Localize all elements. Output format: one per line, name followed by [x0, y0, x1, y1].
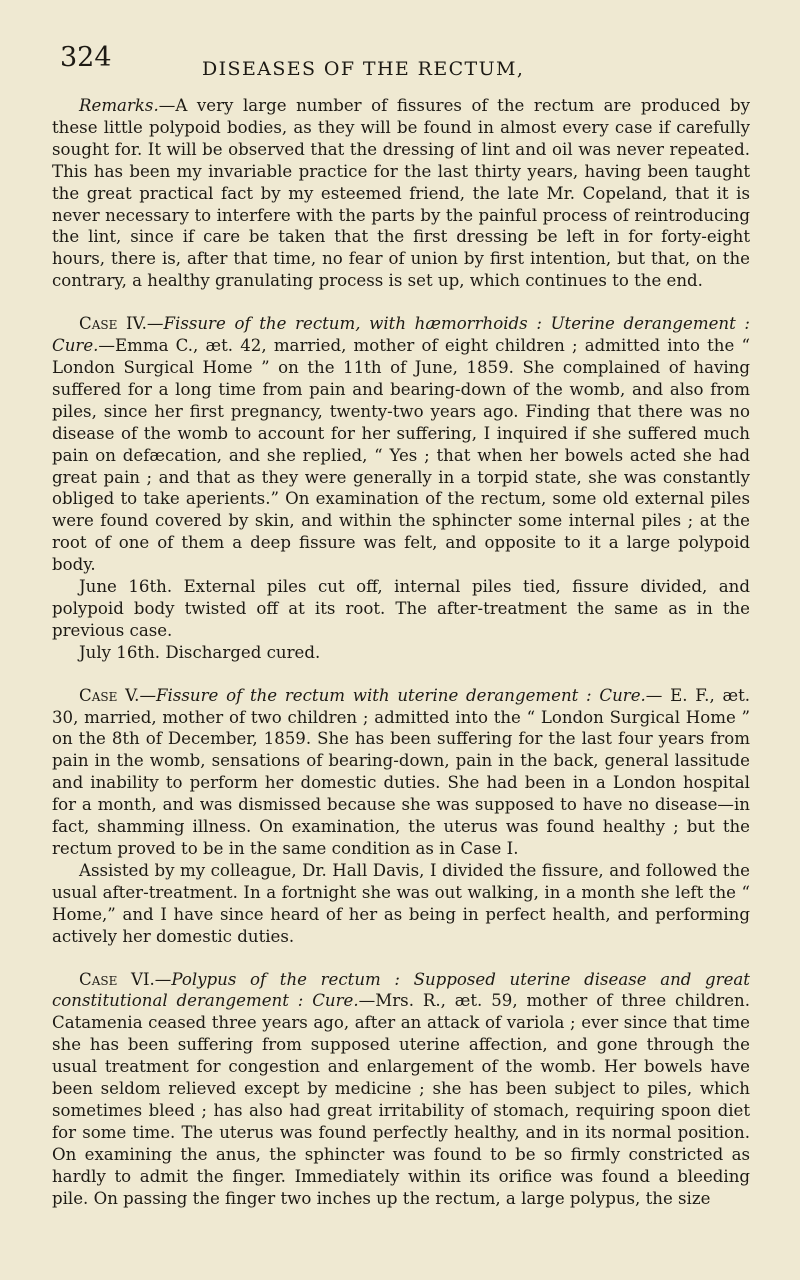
case-vi-paragraph [52, 969, 750, 1210]
case-iv-text: —Emma C., æt. 42, married, mother of eight children ; admitted into the “ London Surgical Home ” on the 11th of June, 1859. She complained of having suffered for a long time from pain and bearing-down of the womb, and also from piles, since her first pregnancy, twenty-two years ago. Finding that there was no disease of the womb to account for her suffering, I inquired if she suffered much pain on defæcation, and she replied, “ Yes ; that when her bowels acted she had great pain ; and that as they were generally in a torpid state, she was constantly obliged to take aperients.” On examination of the rectum, some old external piles were found covered by skin, and within the sphincter some internal piles ; at the root of one of them a deep fissure was felt, and opposite to it a large polypoid body. [52, 336, 750, 575]
remarks-text: —A very large number of fissures of the rectum are produced by these little polypoid bodies, as they will be found in almost every case if carefully sought for. It will be observed that the dressing of lint and oil was never repeated. This has been my invariable practice for the last thirty years, having been taught the great practical fact by my esteemed friend, the late Mr. Copeland, that it is never necessary to interfere with the parts by the painful process of reintroducing the lint, since if care be taken that the first dressing be left in for forty-eight hours, there is, after that time, no fear of union by first intention, but that, on the contrary, a healthy granulating process is set up, which continues to the end. [52, 96, 750, 291]
case-iv-june: June 16th. External piles cut off, internal piles tied, fissure divided, and polypoid body twisted off at its root. The after-treatment the same as in the previous case. [52, 577, 750, 640]
case-v-text: — E. F., æt. 30, married, mother of two children ; admitted into the “ London Surgical Home ” on the 8th of December, 1859. She has been suffering for the last four years from pain in the womb, sensations of bearing-down, pain in the back, general lassitude and inability to perform her domestic duties. She had been in a London hospital for a month, and was dismissed because she was supposed to have no disease—in fact, shamming illness. On examination, the uterus was found healthy ; but the rectum proved to be in the same condition as in Case I. [52, 685, 751, 858]
page-number: 324 [60, 42, 112, 73]
page-header [52, 0, 750, 80]
case-iv-july: July 16th. Discharged cured. [79, 642, 321, 662]
case-v-followup: Assisted by my colleague, Dr. Hall Davis, I divided the fissure, and followed the usual after-treatment. In a fortnight she was out walking, in a month she left the “ Home,” and I have since heard of her as being in perfect health, and performing actively her domestic duties. [52, 860, 750, 946]
body-text [52, 60, 750, 1210]
remarks-lead: Remarks. [79, 96, 159, 115]
case-vi-label: Case VI. [79, 969, 155, 989]
case-vi-heading: —Polypus of the rectum : Supposed uterine disease and great constitutional derangement : Cure. [52, 969, 750, 1011]
running-head: DISEASES OF THE RECTUM, [202, 58, 525, 80]
case-vi-text: —Mrs. R., æt. 59, mother of three children. Catamenia ceased three years ago, after an attack of variola ; ever since that time she has been suffering from supposed uterine affection, and gone through the usual treatment for congestion and enlargement of the womb. Her bowels have been seldom relieved except by medicine ; she has been subject to piles, which sometimes bleed ; has also had great irritability of stomach, requiring spoon diet for some time. The uterus was found perfectly healthy, and in its normal position. On examining the anus, the sphincter was found to be so firmly constricted as hardly to admit the finger. Immediately within its orifice was found a bleeding pile. On passing the finger two inches up the rectum, a large polypus, the size [52, 991, 750, 1208]
case-v-heading: —Fissure of the rectum with uterine derangement : Cure. [139, 685, 646, 705]
case-iv-label: Case IV. [79, 314, 147, 334]
case-iv-heading: —Fissure of the rectum, with hæmorrhoids : Uterine derangement : Cure. [52, 314, 750, 356]
case-v-paragraph [52, 685, 750, 860]
case-v-label: Case V. [79, 685, 140, 705]
case-iv-paragraph [52, 313, 750, 576]
remarks-paragraph [52, 95, 750, 292]
